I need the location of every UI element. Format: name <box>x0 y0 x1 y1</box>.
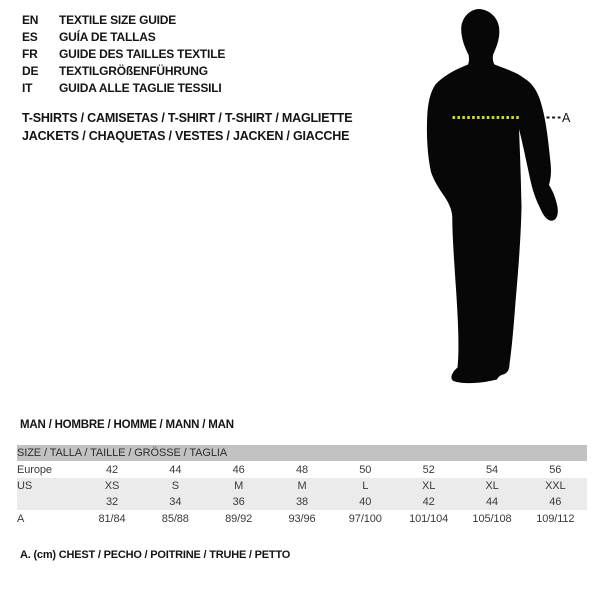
measurement-footnote: A. (cm) CHEST / PECHO / POITRINE / TRUHE / PETTO <box>20 549 291 561</box>
size-table <box>17 445 587 528</box>
cell: L <box>334 478 397 494</box>
cell: 48 <box>270 462 333 479</box>
cell: 34 <box>144 494 207 510</box>
language-label: GUÍA DE TALLAS <box>59 30 156 44</box>
cell: 85/88 <box>144 510 207 528</box>
cell: 97/100 <box>334 510 397 528</box>
cell: 50 <box>334 462 397 479</box>
language-label: TEXTILGRÖßENFÜHRUNG <box>59 64 208 78</box>
language-code: IT <box>22 81 33 95</box>
section-title-man: MAN / HOMBRE / HOMME / MANN / MAN <box>20 419 234 431</box>
cell: 42 <box>80 462 143 479</box>
cell: 42 <box>397 494 460 510</box>
table-row-us <box>17 478 587 494</box>
row-label <box>17 494 80 510</box>
table-header-cell: SIZE / TALLA / TAILLE / GRÖSSE / TAGLIA <box>17 445 587 462</box>
cell: XXL <box>524 478 587 494</box>
language-label: GUIDA ALLE TAGLIE TESSILI <box>59 81 222 95</box>
cell: 44 <box>460 494 523 510</box>
row-label: US <box>17 478 80 494</box>
cell: 46 <box>207 462 270 479</box>
row-label: Europe <box>17 462 80 479</box>
language-code: DE <box>22 64 39 78</box>
language-code: EN <box>22 13 39 27</box>
table-row-chest-a <box>17 510 587 528</box>
cell: 54 <box>460 462 523 479</box>
cell: 56 <box>524 462 587 479</box>
cell: 89/92 <box>207 510 270 528</box>
category-jackets: JACKETS / CHAQUETAS / VESTES / JACKEN / GIACCHE <box>22 129 350 143</box>
cell: XS <box>80 478 143 494</box>
cell: XL <box>460 478 523 494</box>
cell: 38 <box>270 494 333 510</box>
language-code: FR <box>22 47 38 61</box>
table-row-europe <box>17 462 587 479</box>
language-code: ES <box>22 30 38 44</box>
size-table-container <box>17 445 587 528</box>
category-tshirts: T-SHIRTS / CAMISETAS / T-SHIRT / T-SHIRT / MAGLIETTE <box>22 111 353 125</box>
language-label: TEXTILE SIZE GUIDE <box>59 13 177 27</box>
cell: M <box>207 478 270 494</box>
cell: XL <box>397 478 460 494</box>
cell: 44 <box>144 462 207 479</box>
table-row-us-numeric <box>17 494 587 510</box>
cell: 40 <box>334 494 397 510</box>
cell: 101/104 <box>397 510 460 528</box>
cell: 32 <box>80 494 143 510</box>
cell: 109/112 <box>524 510 587 528</box>
man-silhouette <box>427 9 558 383</box>
cell: 52 <box>397 462 460 479</box>
cell: M <box>270 478 333 494</box>
cell: S <box>144 478 207 494</box>
table-header-row <box>17 445 587 462</box>
cell: 81/84 <box>80 510 143 528</box>
row-label: A <box>17 510 80 528</box>
cell: 105/108 <box>460 510 523 528</box>
language-label: GUIDE DES TAILLES TEXTILE <box>59 47 226 61</box>
cell: 93/96 <box>270 510 333 528</box>
measure-label-a: A <box>562 111 571 125</box>
cell: 46 <box>524 494 587 510</box>
cell: 36 <box>207 494 270 510</box>
